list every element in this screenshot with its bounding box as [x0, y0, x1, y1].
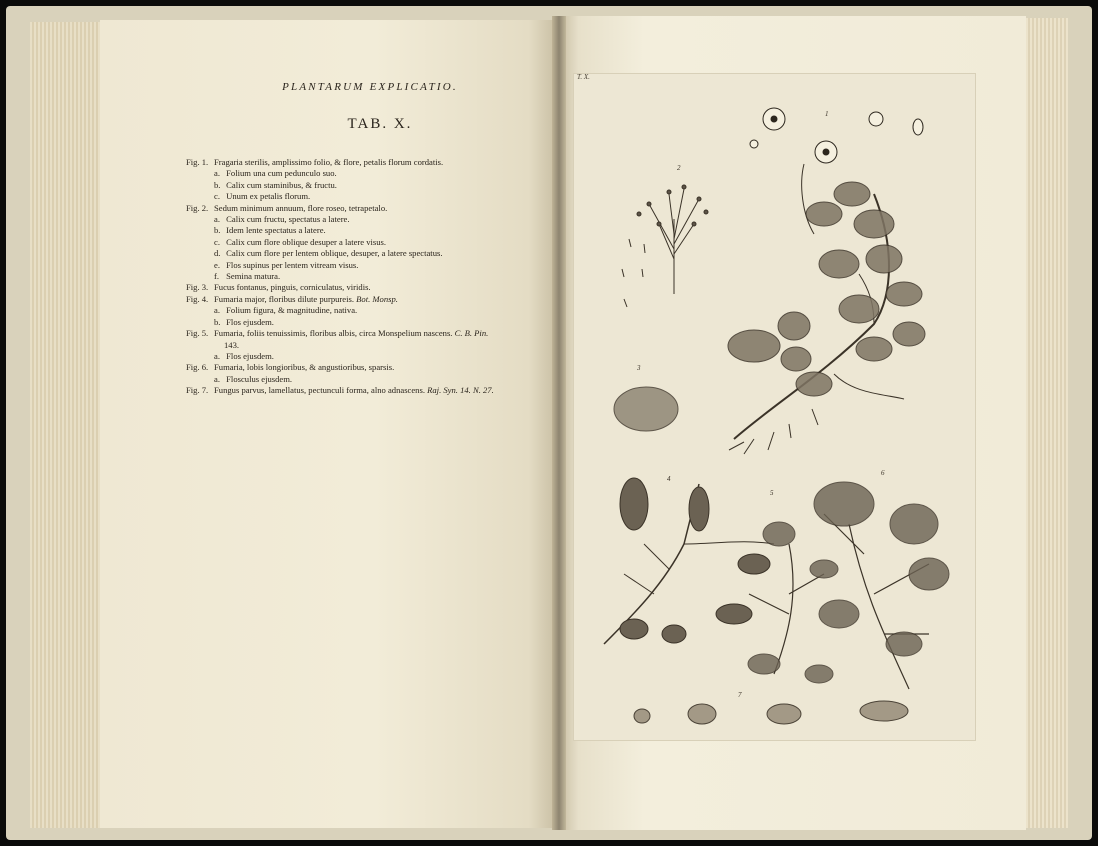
fig-letter: c. [214, 191, 220, 202]
fungus-figures [634, 701, 908, 724]
fig-label: Fig. 6. [186, 362, 209, 373]
fig-label: Fig. 3. [186, 282, 209, 293]
entry-row [186, 157, 546, 168]
entry-row [186, 305, 546, 316]
fig-letter: f. [214, 271, 220, 282]
figure-number: 5 [770, 489, 774, 497]
fig-letter: b. [214, 225, 221, 236]
entry-row [186, 351, 546, 362]
fig-letter: a. [214, 214, 220, 225]
fig-letter: a. [214, 168, 220, 179]
fig-letter: c. [214, 236, 220, 247]
citation: C. B. Pin. [454, 328, 489, 339]
entry-row [186, 248, 546, 259]
entry-text: Fumaria, lobis longioribus, & angustioribus, sparsis. [214, 362, 395, 373]
figure-number: 7 [738, 691, 742, 699]
entry-text: Calix cum staminibus, & fructu. [226, 179, 337, 190]
entry-text: Folium una cum pedunculo suo. [226, 168, 337, 179]
entry-row [186, 225, 546, 236]
entry-row [186, 168, 546, 179]
fumaria-sparsis-plant [814, 482, 949, 689]
fig-label: Fig. 5. [186, 328, 209, 339]
entry-text: Idem lente spectatus a latere. [226, 225, 326, 236]
fig-letter: b. [214, 316, 221, 327]
entry-row [186, 180, 546, 191]
fig-letter: a. [214, 373, 220, 384]
entry-row [186, 385, 546, 396]
figure-number: 1 [825, 110, 829, 118]
entry-row [186, 203, 546, 214]
page-edges-left [30, 22, 102, 828]
entry-text: Fumaria, foliis tenuissimis, floribus albis, circa Monspelium nascens. [214, 328, 453, 339]
figure-number: 6 [881, 469, 885, 477]
sedum-plant [622, 185, 708, 307]
citation: Raj. Syn. 14. N. 27. [427, 385, 494, 396]
entry-text: Sedum minimum annuum, flore roseo, tetrapetalo. [214, 202, 388, 213]
entry-text: Calix cum flore oblique desuper a latere visus. [226, 236, 387, 247]
entry-text: Fungus parvus, lamellatus, pectunculi forma, alno adnascens. [214, 385, 425, 396]
entry-text: Flos supinus per lentem vitream visus. [226, 259, 359, 270]
fig-letter: d. [214, 248, 221, 259]
entry-row [186, 260, 546, 271]
entry-row [186, 237, 546, 248]
entry-text: Fucus fontanus, pinguis, corniculatus, viridis. [214, 282, 371, 293]
running-head: PLANTARUM EXPLICATIO. [282, 81, 458, 93]
entry-row [186, 191, 546, 202]
entry-row [186, 374, 546, 385]
entry-text: Flos ejusdem. [226, 350, 274, 361]
entry-row [186, 294, 546, 305]
fragaria-plant [728, 108, 925, 454]
entry-row [186, 362, 546, 373]
entry-text: Unum ex petalis florum. [226, 191, 311, 202]
entry-row [186, 214, 546, 225]
fig-label: Fig. 4. [186, 293, 209, 304]
plant-illustrations [574, 74, 975, 740]
entry-row [186, 282, 546, 293]
citation: Bot. Monsp. [356, 293, 398, 304]
plate-title: TAB. X. [347, 116, 413, 132]
entry-text: Semina matura. [226, 271, 281, 282]
entry-text: Fragaria sterilis, amplissimo folio, & flore, petalis florum cordatis. [214, 157, 444, 167]
fig-letter: a. [214, 350, 220, 361]
entry-text: Flosculus ejusdem. [226, 373, 293, 384]
entry-text: 143. [224, 339, 240, 350]
botanical-engraving [573, 73, 976, 741]
fig-letter: e. [214, 259, 220, 270]
fumaria-tenuissima-plant [748, 522, 838, 683]
entry-text: Fumaria major, floribus dilute purpureis. [214, 293, 354, 304]
entry-row [186, 271, 546, 282]
fig-letter: b. [214, 179, 221, 190]
fig-label: Fig. 7. [186, 385, 209, 396]
fig-label: Fig. 2. [186, 202, 209, 213]
fig-label: Fig. 1. [186, 157, 209, 167]
left-page [100, 20, 556, 828]
page-edges-right [1022, 18, 1068, 828]
entry-text: Flos ejusdem. [226, 316, 274, 327]
entry-text: Folium figura, & magnitudine, nativa. [226, 305, 358, 316]
figure-number: 2 [677, 164, 681, 172]
entry-row [186, 340, 546, 351]
plate-mark: T. X. [577, 73, 590, 81]
fig-letter: a. [214, 305, 220, 316]
entry-row [186, 328, 546, 339]
entry-text: Calix cum flore per lentem oblique, desuper, a latere spectatus. [226, 248, 443, 259]
fumaria-major-plant [604, 478, 774, 644]
entry-text: Calix cum fructu, spectatus a latere. [226, 214, 350, 225]
book-gutter [552, 16, 566, 830]
figure-number: 4 [667, 475, 671, 483]
figure-number: 3 [637, 364, 641, 372]
fucus-plant [614, 387, 678, 431]
entry-row [186, 317, 546, 328]
plate-explanation [186, 157, 546, 397]
